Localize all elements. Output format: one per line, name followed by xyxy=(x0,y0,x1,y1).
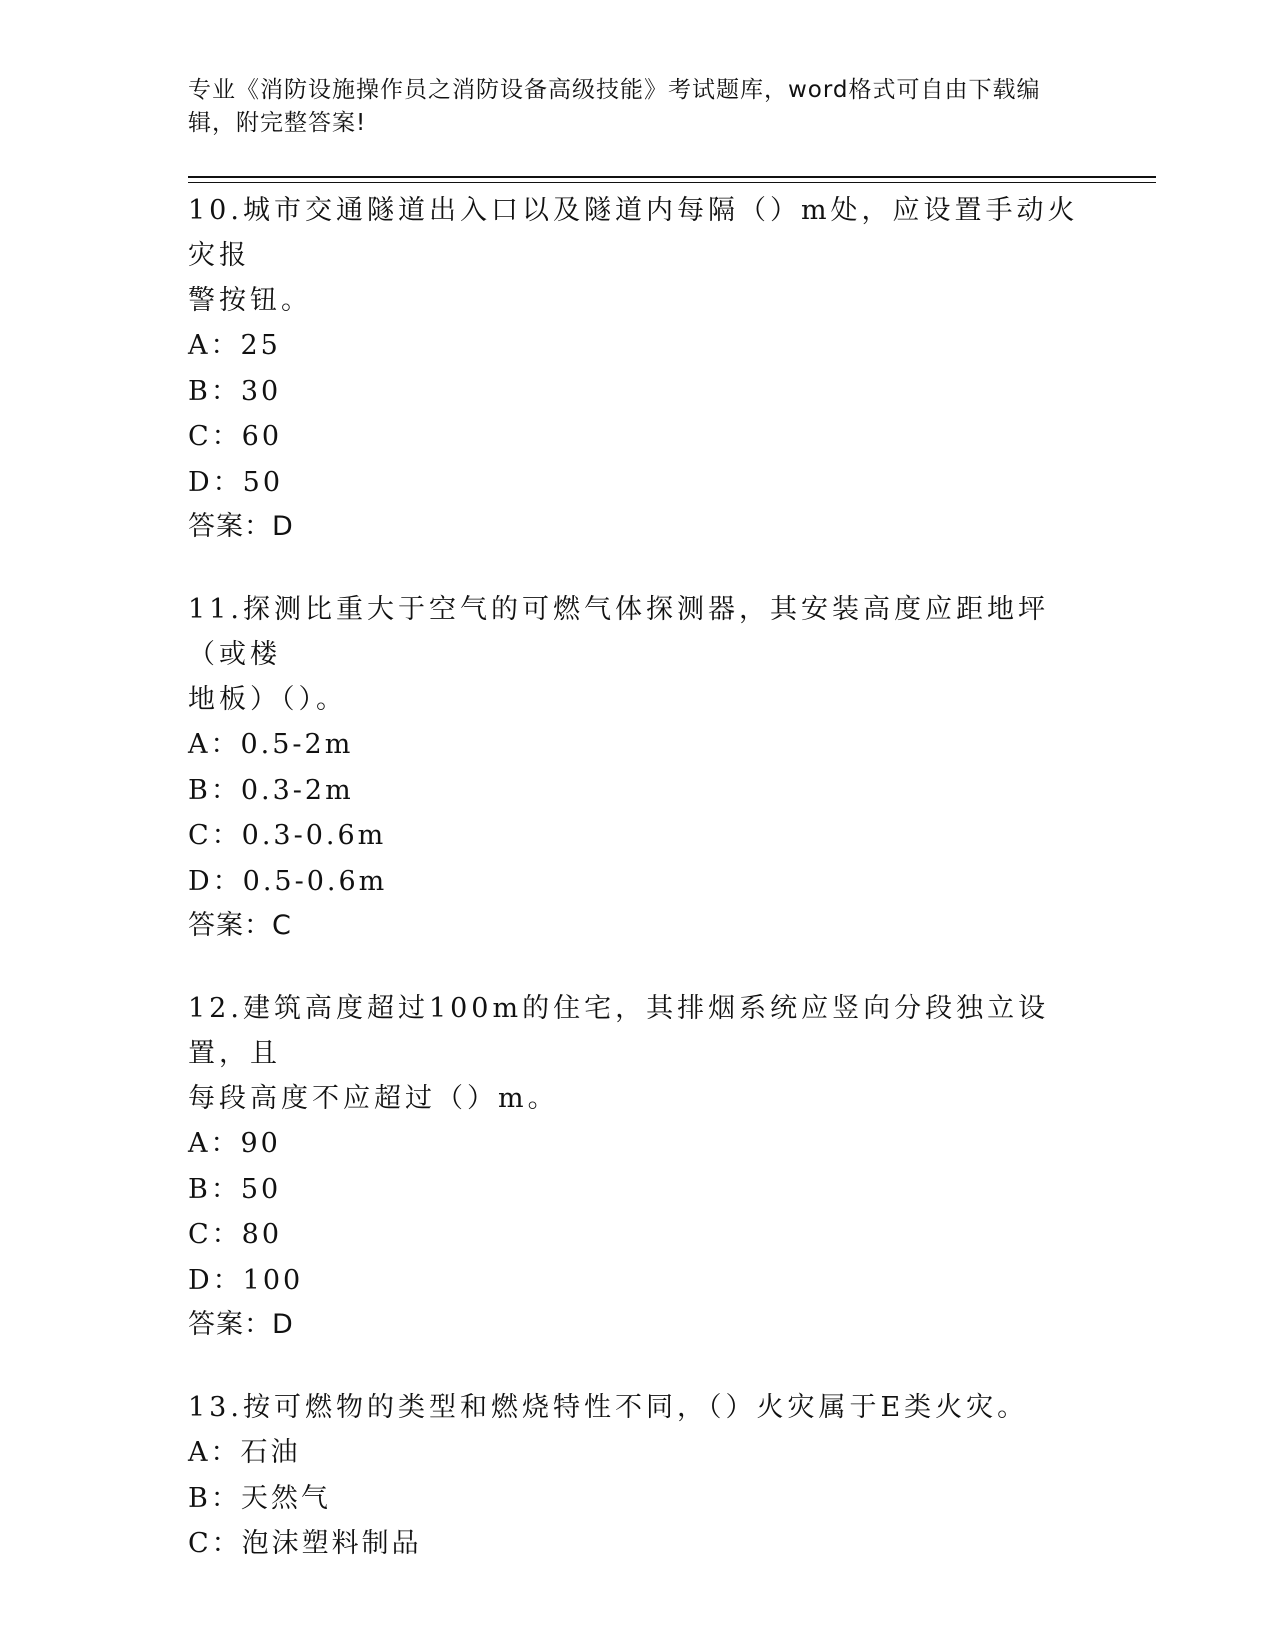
question-stem-line: 警按钮。 xyxy=(188,285,312,316)
question-list xyxy=(188,188,1088,1605)
intro-line-1: 专业《消防设施操作员之消防设备高级技能》考试题库，word格式可自由下载编 xyxy=(188,77,1041,103)
answer-line: 答案：D xyxy=(188,511,294,542)
question-stem xyxy=(188,188,1088,323)
question-stem xyxy=(188,587,1088,722)
option-a: A：90 xyxy=(188,1128,281,1159)
option-d: D：0.5-0.6m xyxy=(188,865,388,897)
question-stem xyxy=(188,1385,1088,1430)
option-a: A：石油 xyxy=(188,1437,301,1468)
question-10 xyxy=(188,188,1088,549)
answer-line: 答案：D xyxy=(188,1309,294,1340)
question-stem-line: 地板）（）。 xyxy=(188,684,347,715)
option-a: A：0.5-2m xyxy=(188,729,354,760)
document-intro xyxy=(188,74,1088,140)
intro-line-2: 辑，附完整答案! xyxy=(188,110,367,136)
question-12 xyxy=(188,986,1088,1347)
question-11 xyxy=(188,587,1088,948)
question-stem xyxy=(188,986,1088,1121)
option-d: D：100 xyxy=(188,1264,304,1296)
option-c: C：80 xyxy=(188,1219,283,1250)
question-stem-line: 13.按可燃物的类型和燃烧特性不同，（）火灾属于E类火灾。 xyxy=(188,1392,1029,1423)
option-b: B：30 xyxy=(188,375,282,407)
option-b: B：50 xyxy=(188,1173,282,1205)
option-c: C：0.3-0.6m xyxy=(188,820,387,851)
question-stem-line: 12.建筑高度超过100m的住宅，其排烟系统应竖向分段独立设置，且 xyxy=(188,993,1050,1069)
header-divider-bottom xyxy=(188,182,1156,183)
option-d: D：50 xyxy=(188,466,284,498)
option-c: C：60 xyxy=(188,421,283,452)
option-b: B：0.3-2m xyxy=(188,774,354,806)
answer-line: 答案：C xyxy=(188,910,292,941)
question-stem-line: 每段高度不应超过（）m。 xyxy=(188,1083,559,1114)
question-stem-line: 10.城市交通隧道出入口以及隧道内每隔（）m处，应设置手动火灾报 xyxy=(188,195,1079,271)
option-a: A：25 xyxy=(188,330,281,361)
option-b: B：天然气 xyxy=(188,1482,331,1514)
option-c: C：泡沫塑料制品 xyxy=(188,1528,422,1559)
header-divider-top xyxy=(188,176,1156,178)
question-stem-line: 11.探测比重大于空气的可燃气体探测器，其安装高度应距地坪（或楼 xyxy=(188,594,1049,670)
question-13 xyxy=(188,1385,1088,1567)
